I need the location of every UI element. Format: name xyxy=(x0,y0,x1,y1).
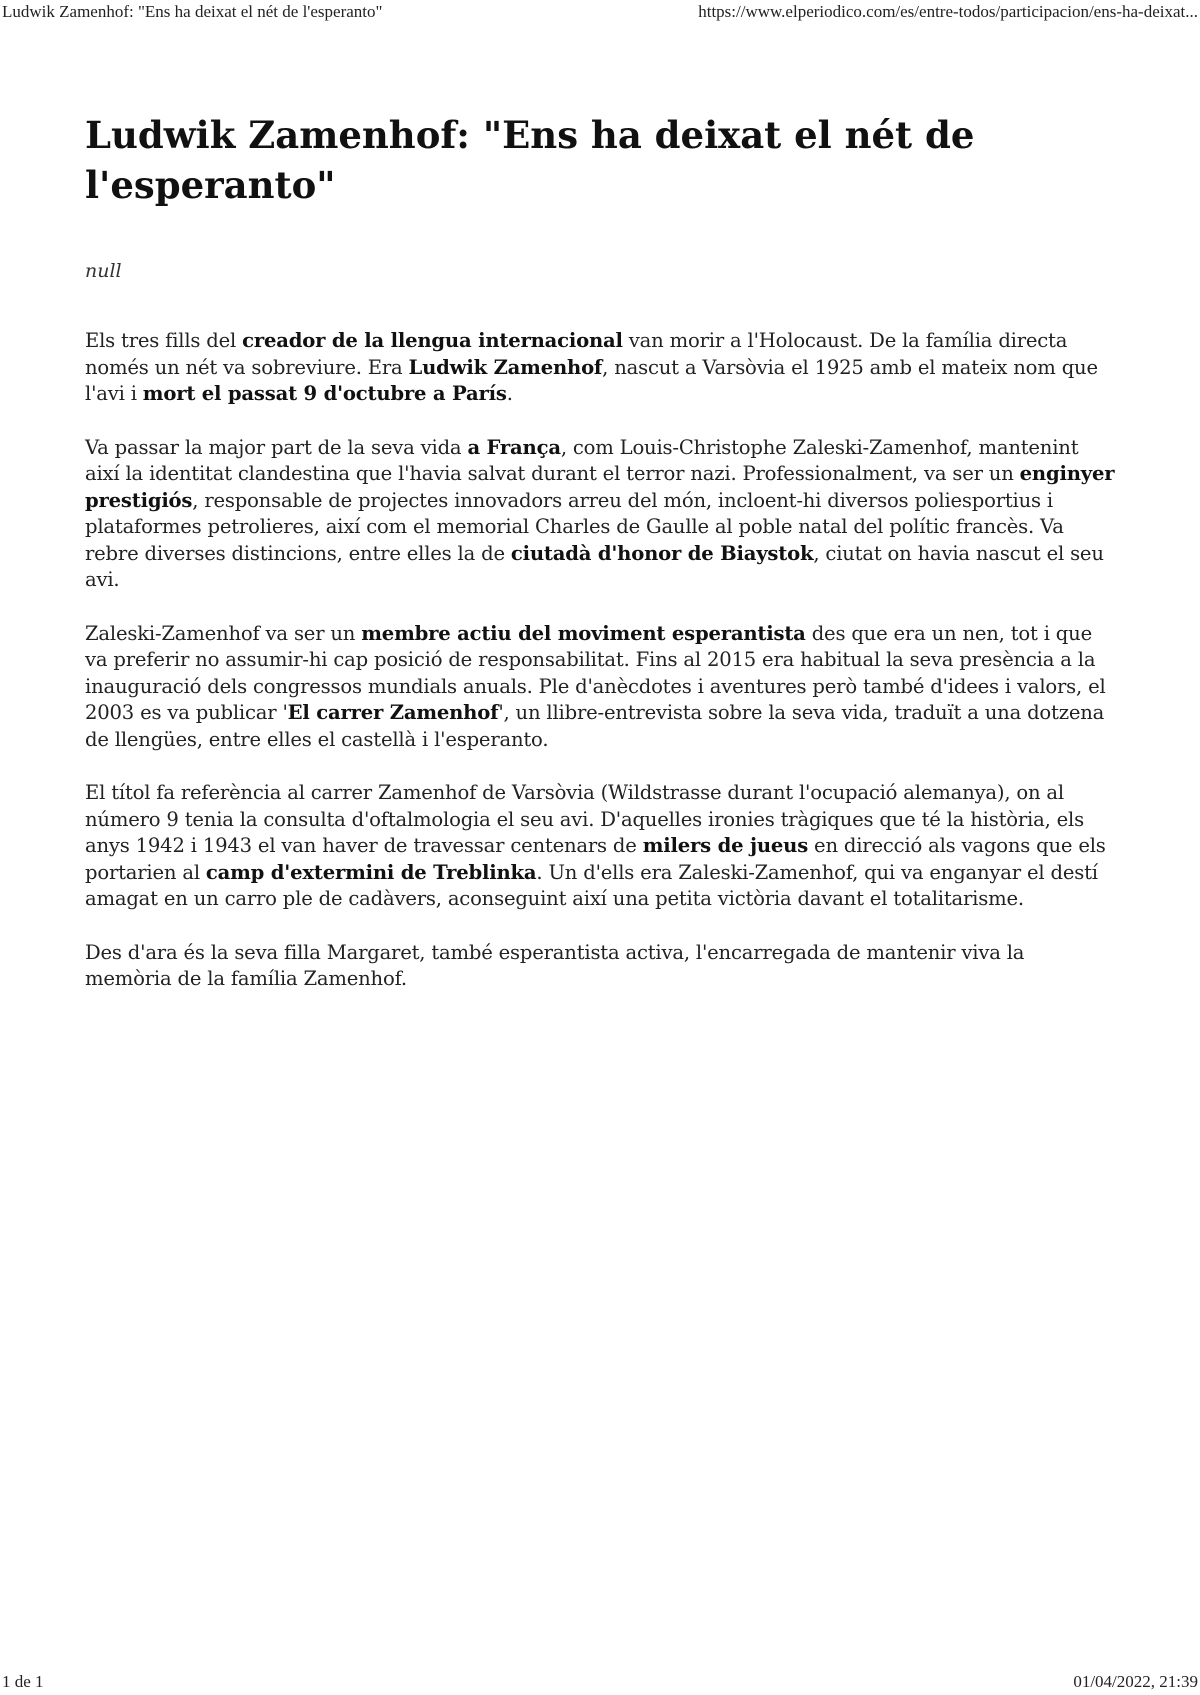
bold-run: camp d'extermini de Treblinka xyxy=(205,860,537,884)
print-header-title: Ludwik Zamenhof: "Ens ha deixat el nét de l'esperanto" xyxy=(2,2,383,21)
bold-run: membre actiu del moviment esperantista xyxy=(361,621,806,645)
text-run: en direcció als vagons que els portarien al xyxy=(85,834,1106,884)
text-run: des que era un nen, tot i que va preferir no assumir-hi cap posició de responsabilitat. Fins al 2015 era habitual la seva presència a la inauguració dels congressos mundials anuals. Ple d'anècdotes i aventures però també d'idees i valors, el 2003 es va publicar ' xyxy=(85,621,1106,724)
text-run: , responsable de projectes innovadors arreu del món, incloent-hi diversos poliesportius i plataformes petrolieres, així com el memorial Charles de Gaulle al poble natal del polític francès. Va rebre diverses distincions, entre elles la de xyxy=(85,488,1064,565)
article xyxy=(85,110,1115,1020)
text-run: Zaleski-Zamenhof va ser un xyxy=(85,621,362,645)
print-header xyxy=(0,0,1200,26)
text-run: Va passar la major part de la seva vida xyxy=(85,435,468,459)
paragraph-3 xyxy=(85,621,1115,754)
article-body xyxy=(85,328,1115,993)
text-run: . xyxy=(506,382,513,405)
text-run: ', un llibre-entrevista sobre la seva vida, traduït a una dotzena de llengües, entre elles el castellà i l'esperanto. xyxy=(85,701,1105,751)
print-datetime: 01/04/2022, 21:39 xyxy=(1073,1672,1198,1691)
print-footer xyxy=(0,1671,1200,1695)
bold-run: El carrer Zamenhof xyxy=(287,701,499,724)
bold-run: milers de jueus xyxy=(642,834,809,857)
text-run: , ciutat on havia nascut el seu avi. xyxy=(85,541,1104,591)
paragraph-1 xyxy=(85,328,1115,408)
text-run: . Un d'ells era Zaleski-Zamenhof, qui va enganyar el destí amagat en un carro ple de cadàvers, aconseguint així una petita victòria davant el totalitarisme. xyxy=(85,860,1098,910)
text-run: , com Louis-Christophe Zaleski-Zamenhof, mantenint així la identitat clandestina que l'havia salvat durant el terror nazi. Professionalment, va ser un xyxy=(85,435,1079,485)
print-header-url: https://www.elperiodico.com/es/entre-todos/participacion/ens-ha-deixat... xyxy=(698,2,1198,21)
bold-run: a França xyxy=(467,435,561,459)
bold-run: creador de la llengua internacional xyxy=(242,329,623,352)
text-run: Els tres fills del xyxy=(85,329,243,352)
article-byline: null xyxy=(85,260,122,282)
article-title: Ludwik Zamenhof: "Ens ha deixat el nét de l'esperanto" xyxy=(85,113,975,207)
bold-run: enginyer prestigiós xyxy=(85,462,1115,512)
paragraph-5: Des d'ara és la seva filla Margaret, també esperantista activa, l'encarregada de mantenir viva la memòria de la família Zamenhof. xyxy=(85,940,1025,990)
paragraph-4 xyxy=(85,780,1115,913)
bold-run: Ludwik Zamenhof xyxy=(408,355,603,379)
text-run: El títol fa referència al carrer Zamenhof de Varsòvia (Wildstrasse durant l'ocupació alemanya), on al número 9 tenia la consulta d'oftalmologia el seu avi. D'aquelles ironies tràgiques que té la història, els anys 1942 i 1943 el van haver de travessar centenars de xyxy=(85,781,1084,857)
text-run: , nascut a Varsòvia el 1925 amb el mateix nom que l'avi i xyxy=(85,355,1098,405)
text-run: van morir a l'Holocaust. De la família directa només un nét va sobreviure. Era xyxy=(85,329,1068,379)
bold-run: mort el passat 9 d'octubre a París xyxy=(142,382,507,405)
page-number: 1 de 1 xyxy=(2,1672,44,1691)
bold-run: ciutadà d'honor de Biaystok xyxy=(510,541,814,565)
paragraph-2 xyxy=(85,435,1115,594)
